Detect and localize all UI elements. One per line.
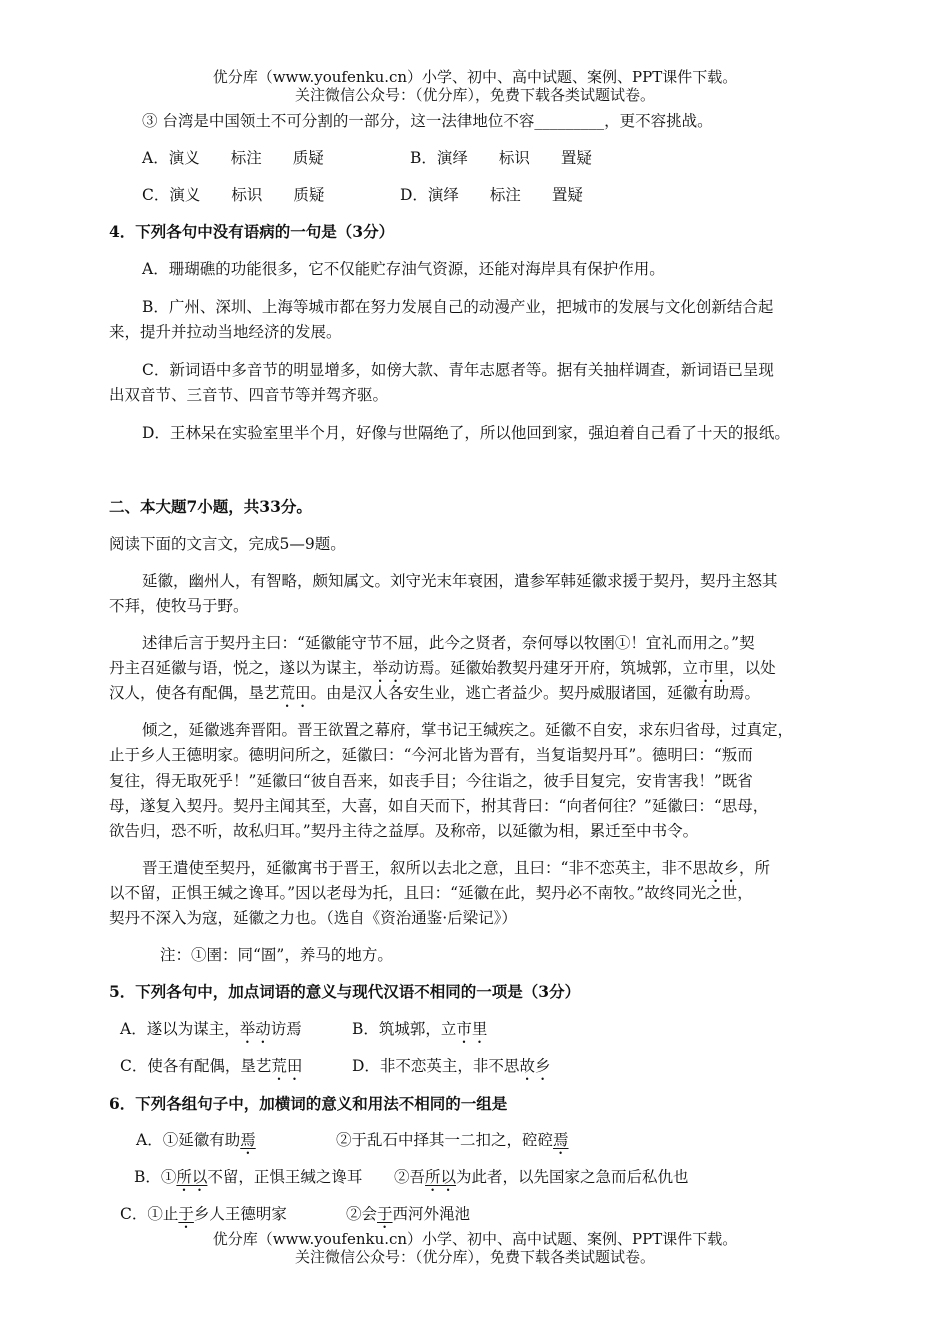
q5-option-b: B．筑城郭，立市里 [352, 1020, 488, 1038]
q4-option-c-line-2: 出双音节、三音节、四音节等并驾齐驱。 [109, 386, 389, 404]
q6-option-b-2: ②吾所以为此者，以先国家之急而后私仇也 [394, 1168, 689, 1186]
q6-option-c-2: ②会于西河外渑池 [346, 1205, 471, 1223]
passage-p3-line-2: 止于乡人王德明家。德明问所之，延徽曰：“今河北皆为晋有，当复诣契丹耳”。德明曰：“叛而 [109, 746, 753, 764]
passage-p1-line-1: 延徽，幽州人，有智略，颇知属文。刘守光末年衰困，遣参军韩延徽求援于契丹，契丹主怒其 [142, 572, 778, 590]
q6-option-a-2: ②于乱石中择其一二扣之，硿硿焉 [336, 1131, 569, 1149]
q4-stem: 4．下列各句中没有语病的一句是（3分） [109, 222, 395, 241]
passage-p2-line-1: 述律后言于契丹主曰：“延徽能守节不屈，此今之贤者，奈何辱以牧圉①！宜礼而用之。”契 [142, 634, 755, 652]
q4-option-b-line-2: 来，提升并拉动当地经济的发展。 [109, 323, 342, 341]
q3-item-3: ③ 台湾是中国领土不可分割的一部分，这一法律地位不容_________，更不容挑战。 [142, 112, 713, 130]
q3-option-b: B．演绎 标识 置疑 [410, 149, 592, 167]
dotted-word-shili: 市里 [698, 659, 730, 677]
q6-option-a-1: A．①延徽有助焉 [136, 1131, 256, 1149]
passage-p2-line-2: 丹主召延徽与语，悦之，遂以为谋主，举动访焉。延徽始教契丹建牙开府，筑城郭，立市里，以处 [109, 659, 776, 677]
section-2-intro: 阅读下面的文言文，完成5—9题。 [109, 535, 346, 553]
footer-line-2: 关注微信公众号：（优分库），免费下载各类试题试卷。 [294, 1248, 655, 1266]
passage-p3-line-5: 欲告归，恐不听，故私归耳。”契丹主待之益厚。及称帝，以延徽为相，累迁至中书令。 [109, 822, 699, 840]
header-line-1: 优分库（www.youfenku.cn）小学、初中、高中试题、案例、PPT课件下载。 [212, 68, 738, 86]
q6-option-b-1: B．①所以不留，正惧王缄之谗耳 [134, 1168, 363, 1186]
passage-p1-line-2: 不拜，使牧马于野。 [109, 597, 249, 615]
passage-p4-line-1: 晋王遣使至契丹，延徽寓书于晋王，叙所以去北之意，且曰：“非不恋英主，非不思故乡，所 [142, 859, 770, 877]
dotted-word-huangtian: 荒田 [279, 684, 311, 702]
dotted-word-guxiang: 故乡 [707, 859, 739, 877]
passage-note: 注：①圉：同“圄”，养马的地方。 [160, 946, 393, 964]
q5-stem: 5．下列各句中，加点词语的意义与现代汉语不相同的一项是（3分） [109, 982, 581, 1001]
passage-p3-line-1: 倾之，延徽逃奔晋阳。晋王欲置之幕府，掌书记王缄疾之。延徽不自安，求东归省母，过真定， [142, 721, 794, 739]
q6-option-c-1: C．①止于乡人王德明家 [120, 1205, 287, 1223]
q4-option-b-line-1: B．广州、深圳、上海等城市都在努力发展自己的动漫产业，把城市的发展与文化创新结合起 [142, 298, 774, 316]
passage-p4-line-3: 契丹不深入为寇，延徽之力也。（选自《资治通鉴·后梁记》） [109, 909, 517, 927]
q6-stem: 6．下列各组句子中，加横词的意义和用法不相同的一组是 [109, 1094, 508, 1113]
q4-option-a: A．珊瑚礁的功能很多，它不仅能贮存油气资源，还能对海岸具有保护作用。 [142, 260, 665, 278]
passage-p3-line-4: 母，遂复入契丹。契丹主闻其至，大喜，如自天而下，拊其背曰：“向者何往？”延徽曰：“思母， [109, 797, 769, 815]
section-2-title: 二、本大题7小题，共33分。 [109, 497, 312, 516]
footer-line-1: 优分库（www.youfenku.cn）小学、初中、高中试题、案例、PPT课件下载。 [212, 1230, 738, 1248]
q5-option-c: C．使各有配偶，垦艺荒田 [120, 1057, 303, 1075]
passage-p2-line-3: 汉人，使各有配偶，垦艺荒田。由是汉人各安生业，逃亡者益少。契丹威服诸国，延徽有助焉。 [109, 684, 761, 702]
passage-p4-line-2: 以不留，正惧王缄之谗耳。”因以老母为托，且曰：“延徽在此，契丹必不南牧。”故终同光之世， [109, 884, 753, 902]
q3-option-a: A．演义 标注 质疑 [142, 149, 324, 167]
passage-p3-line-3: 复往，得无取死乎！”延徽曰“彼自吾来，如丧手目；今往诣之，彼手目复完，安肯害我！”既省 [109, 772, 753, 790]
q3-option-d: D．演绎 标注 置疑 [400, 186, 583, 204]
q4-option-d: D．王林呆在实验室里半个月，好像与世隔绝了，所以他回到家，强迫着自己看了十天的报纸。 [142, 424, 790, 442]
header-line-2: 关注微信公众号：（优分库），免费下载各类试题试卷。 [294, 86, 655, 104]
dotted-word-judong: 举动 [372, 659, 404, 677]
q5-option-d: D．非不恋英主，非不思故乡 [352, 1057, 551, 1075]
q3-option-c: C．演义 标识 质疑 [142, 186, 325, 204]
q4-option-c-line-1: C．新词语中多音节的明显增多，如傍大款、青年志愿者等。据有关抽样调查，新词语已呈现 [142, 361, 774, 379]
q5-option-a: A．遂以为谋主，举动访焉 [120, 1020, 302, 1038]
